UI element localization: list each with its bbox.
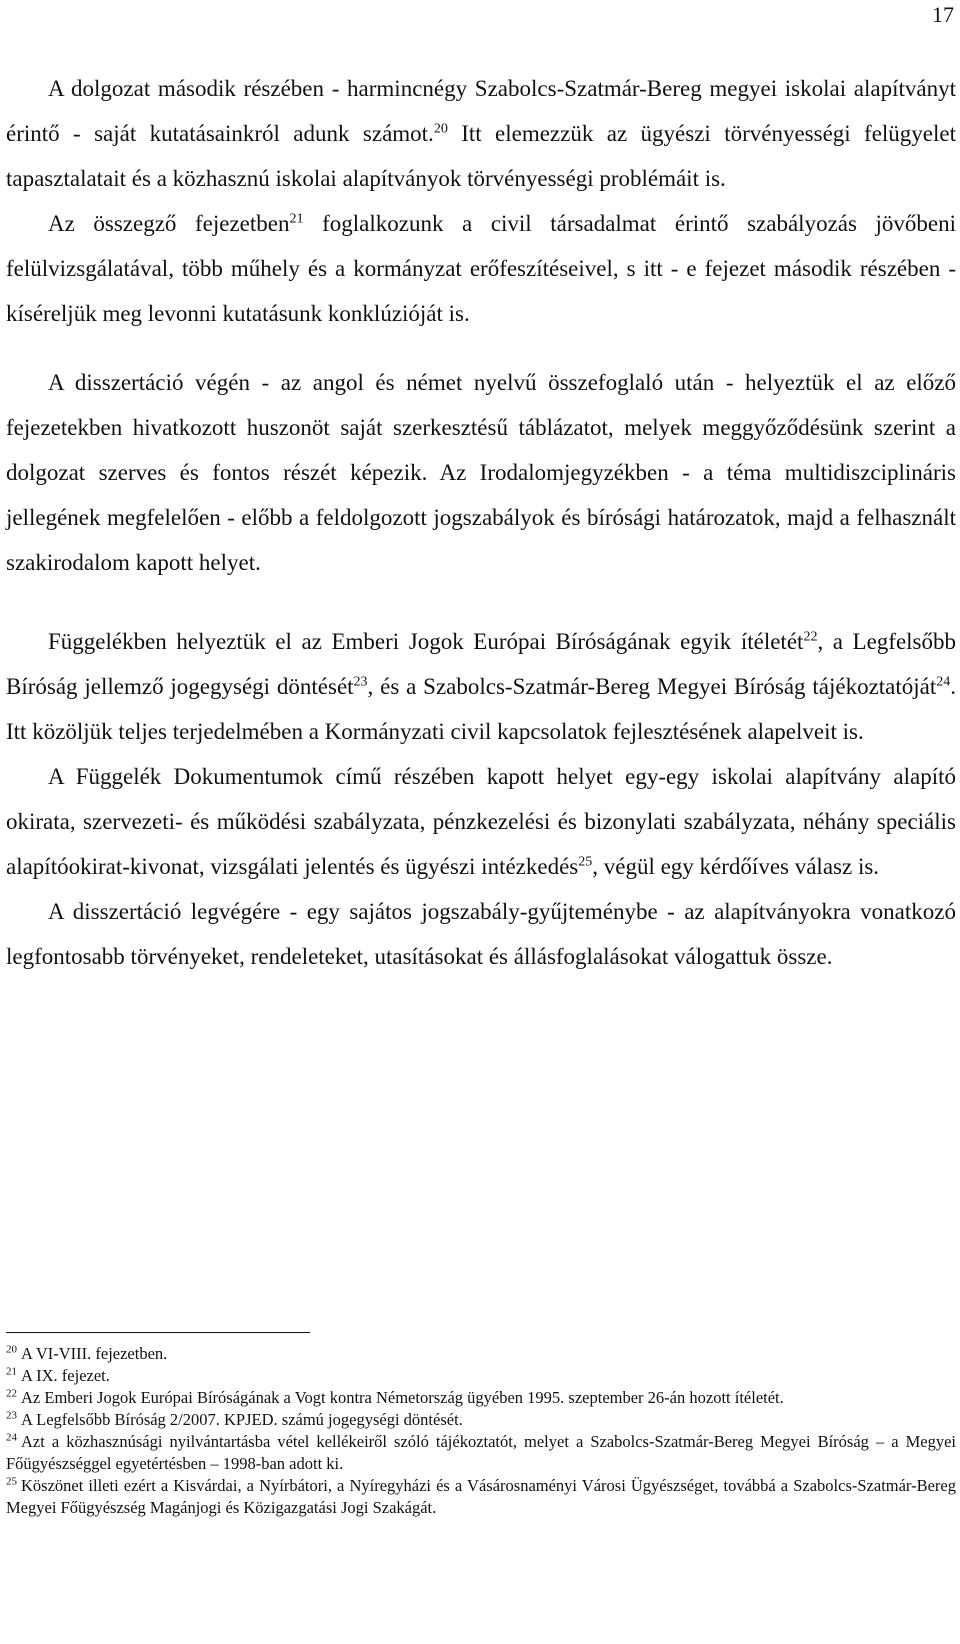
page-number: 17 bbox=[932, 2, 954, 27]
footnote-number: 22 bbox=[6, 1387, 17, 1400]
footnote-ref[interactable]: 24 bbox=[936, 674, 951, 690]
footnote-text: A IX. fejezet. bbox=[21, 1366, 110, 1385]
paragraph-second-part bbox=[6, 66, 956, 201]
footnote-separator bbox=[6, 1332, 310, 1333]
paragraph-text: A disszertáció legvégére - egy sajátos jogszabály-gyűjteménybe - az alapítványokra vonatkozó legfontosabb törvényeket, rendeleteket, utasításokat és állásfoglalásokat válogattuk össze. bbox=[6, 899, 956, 969]
paragraph-text: , és a Szabolcs-Szatmár-Bereg Megyei Bíróság tájékoztatóját bbox=[367, 674, 937, 699]
paragraph-text: Az összegző fejezetben bbox=[48, 211, 290, 236]
paragraph-legislation-collection bbox=[6, 889, 956, 979]
paragraph-appendix bbox=[6, 619, 956, 754]
footnote-text: Azt a közhasznúsági nyilvántartásba vétel kellékeiről szóló tájékoztatót, melyet a Szabolcs-Szatmár-Bereg Megyei Bíróság – a Megyei Főügyészséggel egyetértésben – 1998-ban adott ki. bbox=[6, 1432, 956, 1473]
footnote-number: 21 bbox=[6, 1365, 17, 1378]
footnote-item bbox=[6, 1365, 956, 1387]
footnote-text: A Legfelsőbb Bíróság 2/2007. KPJED. számú jogegységi döntését. bbox=[21, 1410, 463, 1429]
footnotes bbox=[6, 1332, 956, 1519]
footnote-ref[interactable]: 25 bbox=[578, 854, 593, 870]
footnote-ref[interactable]: 21 bbox=[289, 211, 304, 227]
footnote-item bbox=[6, 1431, 956, 1475]
body-text bbox=[6, 66, 956, 979]
footnote-ref[interactable]: 20 bbox=[433, 121, 448, 137]
paragraph-text: A dolgozat második részében - harmincnégy Szabolcs-Szatmár-Bereg megyei iskolai alapítványt érintő - saját kutatásainkról adunk számot. bbox=[6, 76, 956, 146]
footnote-text: Az Emberi Jogok Európai Bíróságának a Vogt kontra Németország ügyében 1995. szeptember 26-án hozott ítéletét. bbox=[21, 1388, 784, 1407]
paragraph-text: , a Legfelsőbb Bíróság jellemző jogegységi döntését bbox=[6, 629, 956, 699]
footnote-number: 25 bbox=[6, 1475, 17, 1488]
paragraph-summary-chapter bbox=[6, 201, 956, 336]
footnote-item bbox=[6, 1475, 956, 1519]
paragraph-dissertation-end bbox=[6, 360, 956, 585]
paragraph-text: A Függelék Dokumentumok című részében kapott helyet egy-egy iskolai alapítvány alapító okirata, szervezeti- és működési szabályzata, pénzkezelési és bizonylati szabályzata, néhány speciális alapítóokirat-kivonat, vizsgálati jelentés és ügyészi intézkedés bbox=[6, 764, 956, 879]
paragraph-text: foglalkozunk a civil társadalmat érintő szabályozás jövőbeni felülvizsgálatával, több műhely és a kormányzat erőfeszítéseivel, s itt - e fejezet második részében - kíséreljük meg levonni kutatásunk konklúzióját is. bbox=[6, 211, 957, 326]
paragraph-text: Itt elemezzük az ügyészi törvényességi felügyelet tapasztalatait és a közhasznú iskolai alapítványok törvényességi problémáit is. bbox=[6, 121, 957, 191]
footnote-ref[interactable]: 23 bbox=[353, 674, 368, 690]
paragraph-text: . Itt közöljük teljes terjedelmében a Kormányzati civil kapcsolatok fejlesztésének alapelveit is. bbox=[6, 674, 957, 744]
paragraph-text: Függelékben helyeztük el az Emberi Jogok Európai Bíróságának egyik ítéletét bbox=[48, 629, 804, 654]
paragraph-documents bbox=[6, 754, 956, 889]
footnote-number: 20 bbox=[6, 1343, 17, 1356]
footnote-item bbox=[6, 1343, 956, 1365]
footnote-number: 23 bbox=[6, 1409, 17, 1422]
footnote-text: Köszönet illeti ezért a Kisvárdai, a Nyírbátori, a Nyíregyházi és a Vásárosnaményi Városi Ügyészséget, továbbá a Szabolcs-Szatmár-Bereg Megyei Főügyészség Magánjogi és Közigazgatási Jogi Szakágát. bbox=[6, 1476, 956, 1517]
footnote-ref[interactable]: 22 bbox=[803, 629, 818, 645]
paragraph-text: , végül egy kérdőíves válasz is. bbox=[592, 854, 880, 879]
footnote-item bbox=[6, 1387, 956, 1409]
footnote-text: A VI-VIII. fejezetben. bbox=[21, 1344, 168, 1363]
footnote-number: 24 bbox=[6, 1431, 17, 1444]
paragraph-text: A disszertáció végén - az angol és német nyelvű összefoglaló után - helyeztük el az előző fejezetekben hivatkozott huszonöt saját szerkesztésű táblázatot, melyek meggyőződésünk szerint a dolgozat szerves és fontos részét képezik. Az Irodalomjegyzékben - a téma multidiszciplináris jellegének megfelelően - előbb a feldolgozott jogszabályok és bírósági határozatok, majd a felhasznált szakirodalom kapott helyet. bbox=[6, 370, 956, 575]
footnote-item bbox=[6, 1409, 956, 1431]
